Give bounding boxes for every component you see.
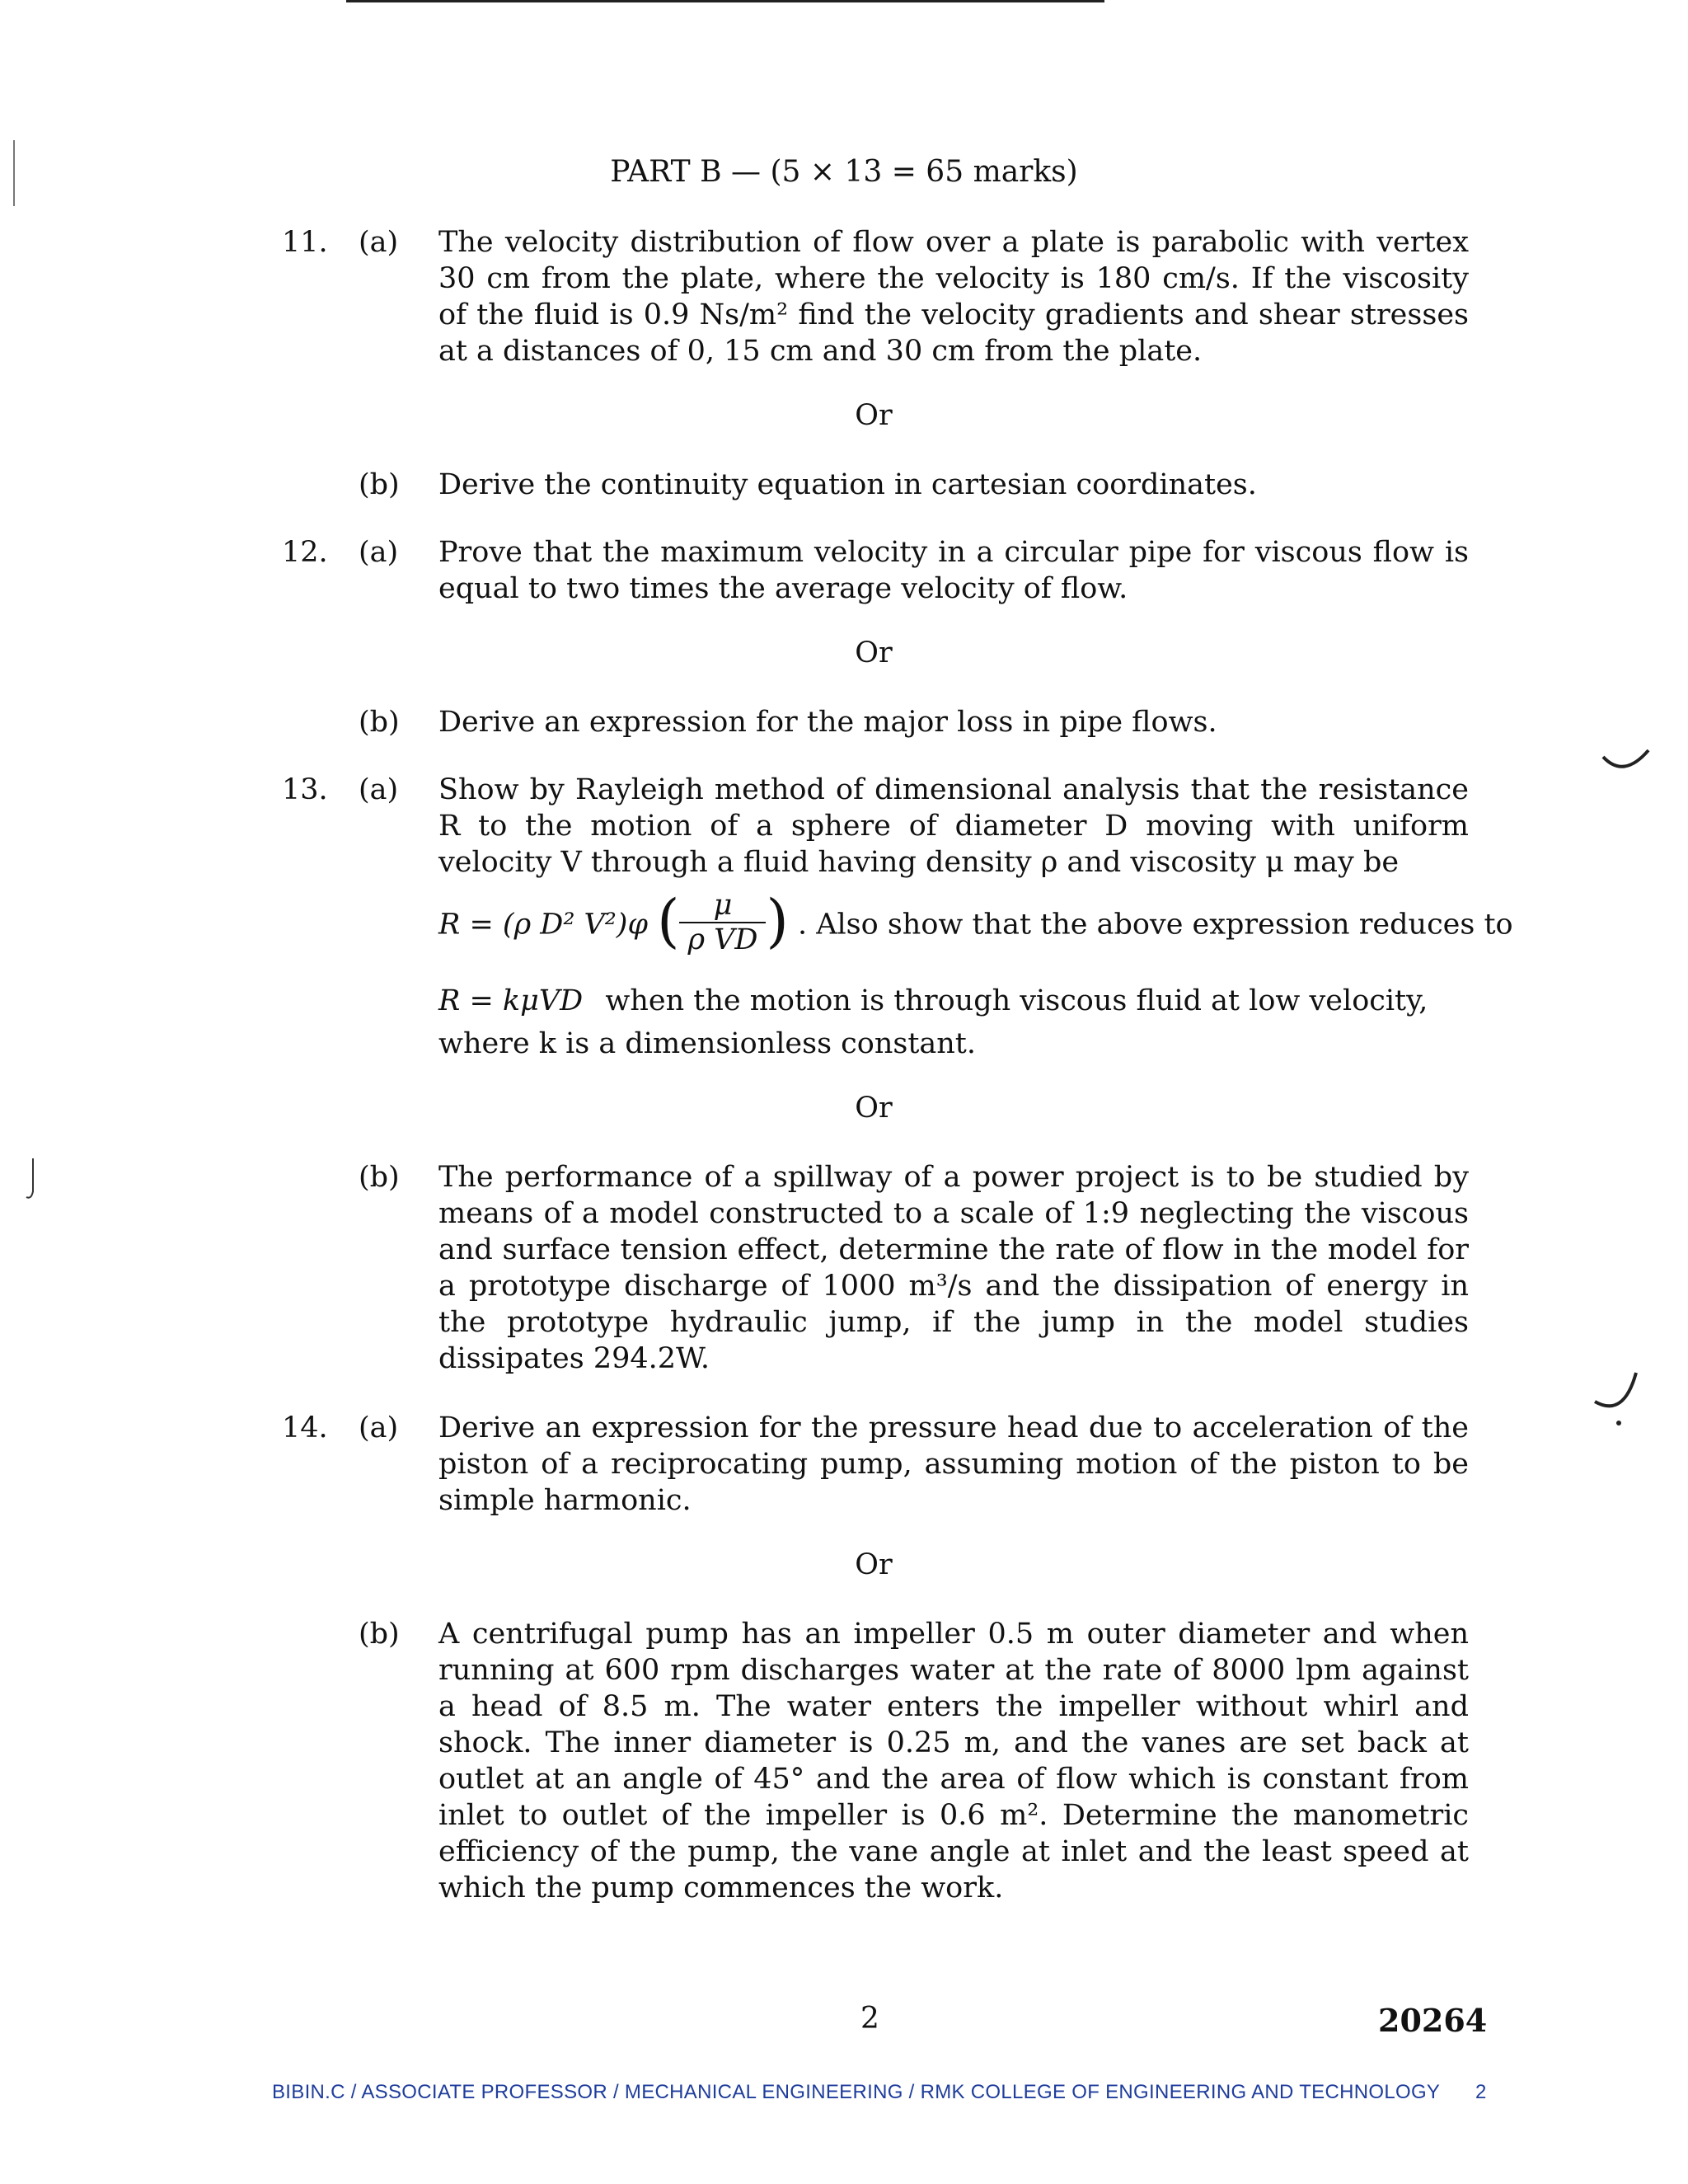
footer-credit: BIBIN.C / ASSOCIATE PROFESSOR / MECHANICAL ENGINEERING / RMK COLLEGE OF ENGINEERING AND TECHNOLOGY [272, 2081, 1441, 2103]
part-label: (a) [359, 773, 399, 806]
part-label: (a) [359, 536, 399, 569]
paper-code: 20264 [1378, 2002, 1488, 2039]
question-text: Derive an expression for the major loss in pipe flows. [438, 706, 1217, 739]
constant-note: where k is a dimensionless constant. [438, 1027, 976, 1060]
question-number: 13. [282, 773, 328, 806]
close-paren: ) [766, 887, 789, 955]
question-text: A centrifugal pump has an impeller 0.5 m outer diameter and when running at 600 rpm discharges water at the rate of 8000 lpm against a head of 8.5 m. The water enters the impeller without whirl and shock. The inner diameter is 0.25 m, and the vanes are set back at outlet at an angle of 45° and the area of flow which is constant from inlet to outlet of the impeller is 0.6 m². Determine the manometric efficiency of the pump, the vane angle at inlet and the least speed at which the pump commences the work. [438, 1618, 1469, 1905]
reduced-formula-text: when the motion is through viscous fluid at low velocity, [605, 984, 1428, 1017]
formula-fraction [679, 889, 766, 956]
top-border-line [346, 0, 1104, 2]
question-number: 11. [282, 226, 328, 259]
question-number: 14. [282, 1411, 328, 1444]
margin-mark-icon [25, 1154, 41, 1204]
part-label: (a) [359, 226, 399, 259]
margin-mark-icon [1599, 742, 1657, 791]
fraction-denominator: ρ VD [687, 923, 758, 956]
formula-tail: . Also show that the above expression reduces to [797, 908, 1513, 942]
rayleigh-formula [438, 887, 1513, 960]
or-separator: Or [855, 1092, 893, 1125]
question-text: Prove that the maximum velocity in a circular pipe for viscous flow is equal to two times the average velocity of flow. [438, 536, 1469, 605]
margin-mark-icon [10, 140, 18, 206]
footer-page-number: 2 [1475, 2081, 1487, 2103]
open-paren: ( [657, 887, 680, 955]
part-label: (b) [359, 468, 400, 501]
margin-mark-icon [1591, 1369, 1648, 1426]
part-label: (b) [359, 706, 400, 739]
fraction-numerator: μ [679, 889, 766, 923]
or-separator: Or [855, 636, 893, 669]
part-label: (a) [359, 1411, 399, 1444]
part-label: (b) [359, 1618, 400, 1651]
question-number: 12. [282, 536, 328, 569]
question-text: The performance of a spillway of a power project is to be studied by means of a model constructed to a scale of 1:9 neglecting the viscous and surface tension effect, determine the rate of flow in the model for a prototype discharge of 1000 m³/s and the dissipation of energy in the prototype hydraulic jump, if the jump in the model studies dissipates 294.2W. [438, 1161, 1469, 1375]
reduced-formula: R = kμVD [438, 984, 584, 1017]
part-b-header: PART B — (5 × 13 = 65 marks) [610, 155, 1078, 189]
question-text: Show by Rayleigh method of dimensional analysis that the resistance R to the motion of a sphere of diameter D moving with uniform velocity V through a fluid having density ρ and viscosity μ may be [438, 773, 1469, 879]
question-text: The velocity distribution of flow over a plate is parabolic with vertex 30 cm from the plate, where the velocity is 180 cm/s. If the viscosity of the fluid is 0.9 Ns/m² find the velocity gradients and shear stresses at a distances of 0, 15 cm and 30 cm from the plate. [438, 226, 1469, 368]
formula-lhs: R = (ρ D² V²)φ [438, 908, 648, 942]
question-text: Derive an expression for the pressure head due to acceleration of the piston of a reciprocating pump, assuming motion of the piston to be simple harmonic. [438, 1411, 1469, 1517]
page-number: 2 [860, 2002, 879, 2036]
or-separator: Or [855, 399, 893, 432]
question-text: Derive the continuity equation in cartesian coordinates. [438, 468, 1257, 501]
or-separator: Or [855, 1548, 893, 1581]
reduced-formula-line [438, 984, 1428, 1017]
part-label: (b) [359, 1161, 400, 1194]
